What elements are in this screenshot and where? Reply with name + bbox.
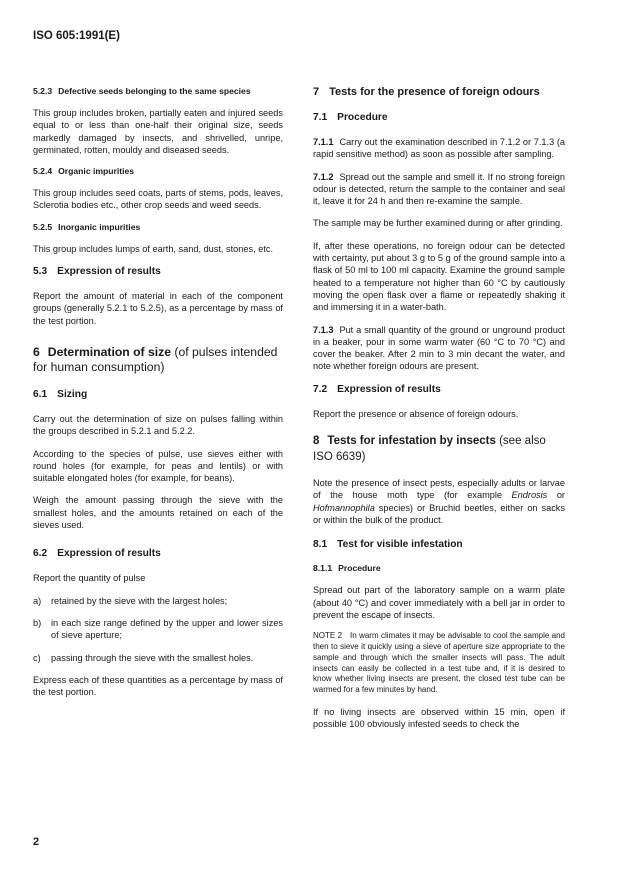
section-6-heading: 6 Determination of size (of pulses intended for human consumption) (33, 344, 278, 375)
list-item-c: c) passing through the sieve with the smallest holes. (33, 652, 254, 663)
section-5-2-3-heading: 5.2.3 Defective seeds belonging to the same species (33, 86, 251, 96)
section-6-1-paragraph-2: According to the species of pulse, use sieves either with round holes (for example, for peas and lentils) or with suitable elongated holes (for example, for beans). (33, 448, 283, 484)
section-8-heading: 8 Tests for infestation by insects (see also ISO 6639) (313, 435, 546, 463)
section-8-text: Note the presence of insect pests, especially adults or larvae of the house moth type (for example Endrosis or Hofmannophila species) or Bruchid beetles, either on sacks or within the bulk of the product. (313, 478, 565, 525)
section-7-2-text: Report the presence or absence of foreign odours. (313, 408, 519, 419)
section-5-3-heading: 5.3 Expression of results (33, 266, 161, 278)
section-8-1-heading: 8.1 Test for visible infestation (313, 539, 463, 551)
section-7-1-3-text: 7.1.3 Put a small quantity of the ground or unground product in a beaker, pour in some warm water (60 °C to 70 °C) and cover the beaker. After 2 min to 3 min decant the water, and note whether foreign odours are present. (313, 324, 565, 372)
section-7-1-1-text: 7.1.1 Carry out the examination described in 7.1.2 or 7.1.3 (a rapid sensitive method) as soon as possible after sampling. (313, 137, 565, 160)
section-6-1-paragraph-1: Carry out the determination of size on pulses falling within the groups described in 5.2.1 and 5.2.2. (33, 413, 283, 437)
note-2: NOTE 2 In warm climates it may be advisable to cool the sample and then to sieve it quickly using a sieve of aperture size appropriate to the sample and through which the smaller insects will pass. The adult insects can easily be collected in a test tube and, if it is desired to know whether living insects are present, the closed test tube can be warmed for a few minutes by hand. (313, 631, 565, 695)
section-7-1-2-text: 7.1.2 Spread out the sample and smell it. If no strong foreign odour is detected, return the sample to the container and seal it, leave it for 24 h and then re-examine the sample. (313, 171, 565, 207)
section-7-1-2-paragraph-3: If, after these operations, no foreign odour can be detected with certainty, put about 3 g to 5 g of the ground sample into a flask of 50 ml to 100 ml capacity. Examine the ground sample heated to a temperature not higher than 60 °C by cautiously moving the open flask over a flame or repeatedly shaking it and immersing it in a water-bath. (313, 240, 565, 313)
section-6-1-paragraph-3: Weigh the amount passing through the sieve with the smallest holes, and the amounts retained on each of the sieves used. (33, 495, 283, 531)
section-6-2-outro: Express each of these quantities as a percentage by mass of the test portion. (33, 674, 283, 698)
section-5-2-3-text: This group includes broken, partially eaten and injured seeds equal to or less than one-half their original size, seeds markedly damaged by insects, and shrivelled, unripe, germinated, rotten, mouldy and diseased seeds. (33, 108, 283, 155)
section-5-2-5-heading: 5.2.5 Inorganic impurities (33, 221, 141, 232)
page-number: 2 (33, 836, 40, 848)
section-7-1-heading: 7.1 Procedure (313, 112, 388, 123)
list-item-b: b) in each size range defined by the upper and lower sizes of sieve aperture; (33, 617, 283, 641)
section-5-2-4-heading: 5.2.4 Organic impurities (33, 166, 135, 177)
right-column (313, 86, 565, 741)
left-column (33, 86, 283, 708)
section-6-2-intro: Report the quantity of pulse (33, 573, 146, 584)
section-8-1-1-text: Spread out part of the laboratory sample on a warm plate (about 40 °C) and cover immediately with a bell jar in order to prevent the escape of insects. (313, 585, 565, 620)
section-7-heading: 7 Tests for the presence of foreign odours (313, 86, 540, 98)
section-6-1-heading: 6.1 Sizing (33, 388, 88, 400)
section-5-2-5-text: This group includes lumps of earth, sand, dust, stones, etc. (33, 243, 274, 254)
section-8-1-1-heading: 8.1.1 Procedure (313, 563, 381, 574)
section-8-1-1-final: If no living insects are observed within 15 min, open if possible 100 obviously infested seeds to check the (313, 706, 565, 730)
section-7-2-heading: 7.2 Expression of results (313, 383, 441, 395)
section-7-1-2-paragraph-2: The sample may be further examined during or after grinding. (313, 218, 563, 229)
list-item-a: a) retained by the sieve with the largest holes; (33, 595, 228, 606)
section-5-2-4-text: This group includes seed coats, parts of stems, pods, leaves, Sclerotia bodies etc., other crop seeds and weed seeds. (33, 188, 283, 211)
section-5-3-text: Report the amount of material in each of the component groups (generally 5.2.1 to 5.2.5), as a percentage by mass of the test portion. (33, 291, 283, 326)
document-header: ISO 605:1991(E) (33, 30, 120, 42)
section-6-2-heading: 6.2 Expression of results (33, 548, 161, 560)
